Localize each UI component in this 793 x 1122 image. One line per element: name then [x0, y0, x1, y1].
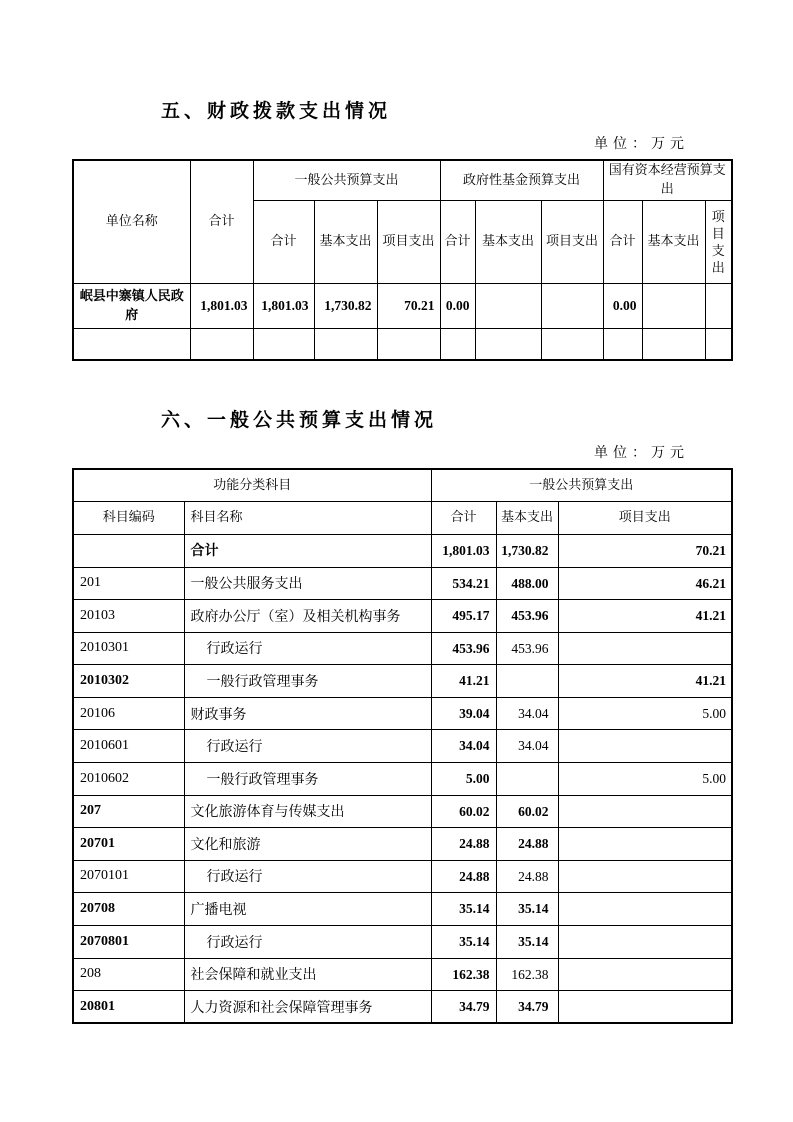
cell-g3-project	[705, 283, 732, 328]
cell-project: 5.00	[558, 763, 732, 796]
cell-total: 35.14	[431, 926, 496, 959]
cell-project	[558, 632, 732, 665]
cell-grand-total: 1,801.03	[190, 283, 253, 328]
cell-subject-name: 财政事务	[184, 697, 431, 730]
cell-total: 60.02	[431, 795, 496, 828]
table-row	[73, 763, 732, 796]
cell-subject-name: 一般公共服务支出	[184, 567, 431, 600]
header-g2-total: 合计	[440, 200, 475, 283]
cell-total: 34.79	[431, 991, 496, 1024]
table-row	[73, 860, 732, 893]
header-statecapital-budget-group: 国有资本经营预算支出	[603, 160, 732, 200]
cell-empty	[73, 328, 190, 360]
cell-total: 162.38	[431, 958, 496, 991]
cell-subject-name: 行政运行	[184, 860, 431, 893]
cell-subject-name: 合计	[184, 534, 431, 567]
header-subject-code: 科目编码	[73, 501, 184, 534]
table-row	[73, 600, 732, 633]
cell-basic: 24.88	[496, 860, 558, 893]
header-basic: 基本支出	[496, 501, 558, 534]
cell-project	[558, 795, 732, 828]
cell-g1-project: 70.21	[377, 283, 440, 328]
header-g1-total: 合计	[253, 200, 314, 283]
table-row	[73, 730, 732, 763]
cell-subject-name: 行政运行	[184, 926, 431, 959]
section6-title: 六、一般公共预算支出情况	[161, 410, 438, 431]
cell-total: 35.14	[431, 893, 496, 926]
header-grand-total: 合计	[190, 160, 253, 283]
cell-basic: 34.79	[496, 991, 558, 1024]
cell-project	[558, 860, 732, 893]
cell-empty	[705, 328, 732, 360]
cell-org-name: 岷县中寨镇人民政府	[73, 283, 190, 328]
cell-subject-code: 2010301	[73, 632, 184, 665]
cell-empty	[541, 328, 603, 360]
cell-subject-name: 行政运行	[184, 730, 431, 763]
cell-total: 1,801.03	[431, 534, 496, 567]
cell-subject-code: 2070801	[73, 926, 184, 959]
cell-basic: 453.96	[496, 600, 558, 633]
cell-project: 46.21	[558, 567, 732, 600]
cell-basic: 34.04	[496, 730, 558, 763]
cell-subject-code	[73, 534, 184, 567]
header-general-budget-group: 一般公共预算支出	[253, 160, 440, 200]
cell-total: 24.88	[431, 828, 496, 861]
header-g1-basic: 基本支出	[314, 200, 377, 283]
cell-total: 41.21	[431, 665, 496, 698]
cell-empty	[314, 328, 377, 360]
table-row	[73, 991, 732, 1024]
cell-subject-name: 广播电视	[184, 893, 431, 926]
appropriation-expenditure-table	[72, 159, 733, 361]
cell-basic: 453.96	[496, 632, 558, 665]
cell-empty	[475, 328, 541, 360]
cell-subject-code: 2010602	[73, 763, 184, 796]
table-row	[73, 893, 732, 926]
cell-empty	[190, 328, 253, 360]
cell-empty	[603, 328, 642, 360]
cell-project	[558, 991, 732, 1024]
unit-note-2-text: 单位：万元	[594, 444, 689, 460]
cell-subject-code: 201	[73, 567, 184, 600]
cell-subject-name: 一般行政管理事务	[184, 763, 431, 796]
table-row-empty	[73, 328, 732, 360]
cell-g2-project	[541, 283, 603, 328]
table-row	[73, 567, 732, 600]
cell-total: 24.88	[431, 860, 496, 893]
cell-g2-basic	[475, 283, 541, 328]
cell-subject-code: 20106	[73, 697, 184, 730]
header-function-group: 功能分类科目	[73, 469, 431, 501]
cell-total: 453.96	[431, 632, 496, 665]
header-g2-basic: 基本支出	[475, 200, 541, 283]
cell-empty	[253, 328, 314, 360]
cell-basic: 1,730.82	[496, 534, 558, 567]
table-row	[73, 795, 732, 828]
header-govfund-budget-group: 政府性基金预算支出	[440, 160, 603, 200]
cell-project	[558, 893, 732, 926]
cell-basic: 488.00	[496, 567, 558, 600]
cell-project: 5.00	[558, 697, 732, 730]
cell-subject-code: 2070101	[73, 860, 184, 893]
cell-project: 70.21	[558, 534, 732, 567]
cell-project	[558, 730, 732, 763]
cell-g2-total: 0.00	[440, 283, 475, 328]
cell-subject-code: 20103	[73, 600, 184, 633]
cell-total: 34.04	[431, 730, 496, 763]
table-row	[73, 283, 732, 328]
cell-subject-name: 文化旅游体育与传媒支出	[184, 795, 431, 828]
cell-g3-basic	[642, 283, 705, 328]
table-row	[73, 958, 732, 991]
cell-total: 534.21	[431, 567, 496, 600]
cell-total: 495.17	[431, 600, 496, 633]
header-g1-project: 项目支出	[377, 200, 440, 283]
header-g3-total: 合计	[603, 200, 642, 283]
cell-subject-code: 2010601	[73, 730, 184, 763]
cell-subject-name: 社会保障和就业支出	[184, 958, 431, 991]
cell-subject-name: 一般行政管理事务	[184, 665, 431, 698]
cell-basic	[496, 665, 558, 698]
cell-total: 39.04	[431, 697, 496, 730]
cell-basic: 35.14	[496, 926, 558, 959]
cell-empty	[377, 328, 440, 360]
cell-empty	[440, 328, 475, 360]
cell-basic: 60.02	[496, 795, 558, 828]
cell-basic: 24.88	[496, 828, 558, 861]
cell-subject-code: 20701	[73, 828, 184, 861]
table-row	[73, 665, 732, 698]
cell-project	[558, 926, 732, 959]
cell-g1-basic: 1,730.82	[314, 283, 377, 328]
section5-title: 五、财政拨款支出情况	[161, 101, 392, 122]
header-subject-name: 科目名称	[184, 501, 431, 534]
general-budget-expenditure-table	[72, 468, 733, 1024]
table-row	[73, 632, 732, 665]
cell-project	[558, 958, 732, 991]
cell-subject-name: 文化和旅游	[184, 828, 431, 861]
cell-g1-total: 1,801.03	[253, 283, 314, 328]
table-header-row-columns	[73, 501, 732, 534]
unit-note-2	[72, 443, 731, 461]
cell-basic	[496, 763, 558, 796]
header-g2-project: 项目支出	[541, 200, 603, 283]
table-row	[73, 697, 732, 730]
table-row	[73, 534, 732, 567]
table-header-row-groups	[73, 160, 732, 200]
cell-subject-name: 政府办公厅（室）及相关机构事务	[184, 600, 431, 633]
cell-basic: 162.38	[496, 958, 558, 991]
header-budget-group: 一般公共预算支出	[431, 469, 732, 501]
unit-note-1	[72, 134, 731, 152]
cell-basic: 35.14	[496, 893, 558, 926]
table-row	[73, 828, 732, 861]
header-project: 项目支出	[558, 501, 732, 534]
unit-note-1-text: 单位：万元	[594, 135, 689, 151]
cell-subject-code: 207	[73, 795, 184, 828]
cell-subject-name: 人力资源和社会保障管理事务	[184, 991, 431, 1024]
cell-empty	[642, 328, 705, 360]
cell-subject-code: 208	[73, 958, 184, 991]
cell-g3-total: 0.00	[603, 283, 642, 328]
table-row	[73, 926, 732, 959]
cell-subject-code: 20708	[73, 893, 184, 926]
table-header-row-groups	[73, 469, 732, 501]
header-unit-name: 单位名称	[73, 160, 190, 283]
cell-project: 41.21	[558, 600, 732, 633]
header-g3-basic: 基本支出	[642, 200, 705, 283]
cell-project	[558, 828, 732, 861]
cell-subject-code: 20801	[73, 991, 184, 1024]
cell-basic: 34.04	[496, 697, 558, 730]
cell-total: 5.00	[431, 763, 496, 796]
cell-project: 41.21	[558, 665, 732, 698]
cell-subject-code: 2010302	[73, 665, 184, 698]
cell-subject-name: 行政运行	[184, 632, 431, 665]
header-g3-project: 项目支出	[705, 200, 732, 283]
header-total: 合计	[431, 501, 496, 534]
